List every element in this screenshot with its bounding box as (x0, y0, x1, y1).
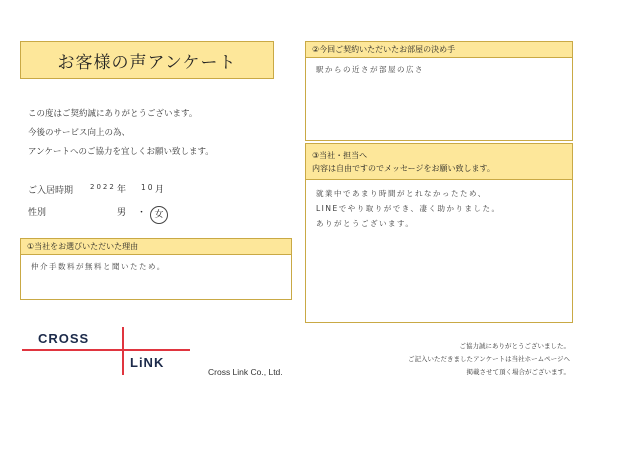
month-unit: 月 (155, 185, 165, 195)
question-1-answer: 仲介手数料が無料と聞いたため。 (31, 262, 166, 271)
question-3-heading-line2: 内容は自由ですのでメッセージをお願い致します。 (312, 163, 495, 173)
question-2-box (305, 41, 573, 141)
gender-male: 男 (117, 208, 127, 218)
question-3-answer-line: 就業中であまり時間がとれなかったため、 (316, 189, 487, 198)
footer-line: ご記入いただきましたアンケートは当社ホームページへ (408, 355, 570, 363)
gender-female-circled (150, 202, 168, 224)
footer-notice (408, 340, 570, 379)
question-2-answer: 駅からの近さが部屋の広さ (316, 65, 424, 74)
intro-line: この度はご契約誠にありがとうございます。 (28, 109, 198, 119)
question-3-answer-line: LINEでやり取りができ、凄く助かりました。 (316, 204, 501, 213)
question-1-heading: ①当社をお選びいただいた理由 (27, 242, 139, 251)
question-3-heading-bar (306, 144, 572, 180)
question-3-box (305, 143, 573, 323)
intro-line: 今後のサービス向上の為、 (28, 128, 131, 138)
question-1-heading-bar (21, 239, 291, 255)
question-3-answer (306, 180, 572, 235)
year-unit: 年 (117, 185, 127, 195)
gender-female: 女 (150, 206, 168, 224)
logo-horizontal-line (22, 349, 190, 351)
question-1-box (20, 238, 292, 300)
logo-word-link: LiNK (130, 355, 165, 370)
cross-link-logo (22, 327, 192, 377)
question-2-heading: ②今回ご契約いただいたお部屋の決め手 (312, 45, 456, 54)
logo-vertical-line (122, 327, 124, 375)
question-3-heading-line1: ③当社・担当へ (312, 150, 368, 160)
footer-line: ご協力誠にありがとうございました。 (459, 342, 570, 350)
gender-label: 性別 (28, 208, 47, 218)
question-3-answer-line: ありがとうございます。 (316, 219, 415, 228)
move-in-label: ご入居時期 (28, 186, 74, 196)
gender-separator: ・ (137, 208, 147, 218)
move-in-month: 10 (141, 183, 155, 192)
company-name: Cross Link Co., Ltd. (208, 367, 283, 377)
survey-title: お客様の声アンケート (57, 52, 237, 73)
footer-line: 掲載させて頂く場合がございます。 (466, 368, 570, 376)
intro-line: アンケートへのご協力を宜しくお願い致します。 (28, 147, 214, 157)
move-in-year: 2022 (90, 183, 116, 191)
logo-word-cross: CROSS (38, 331, 90, 346)
question-2-heading-bar (306, 42, 572, 58)
survey-title-banner (20, 41, 274, 79)
